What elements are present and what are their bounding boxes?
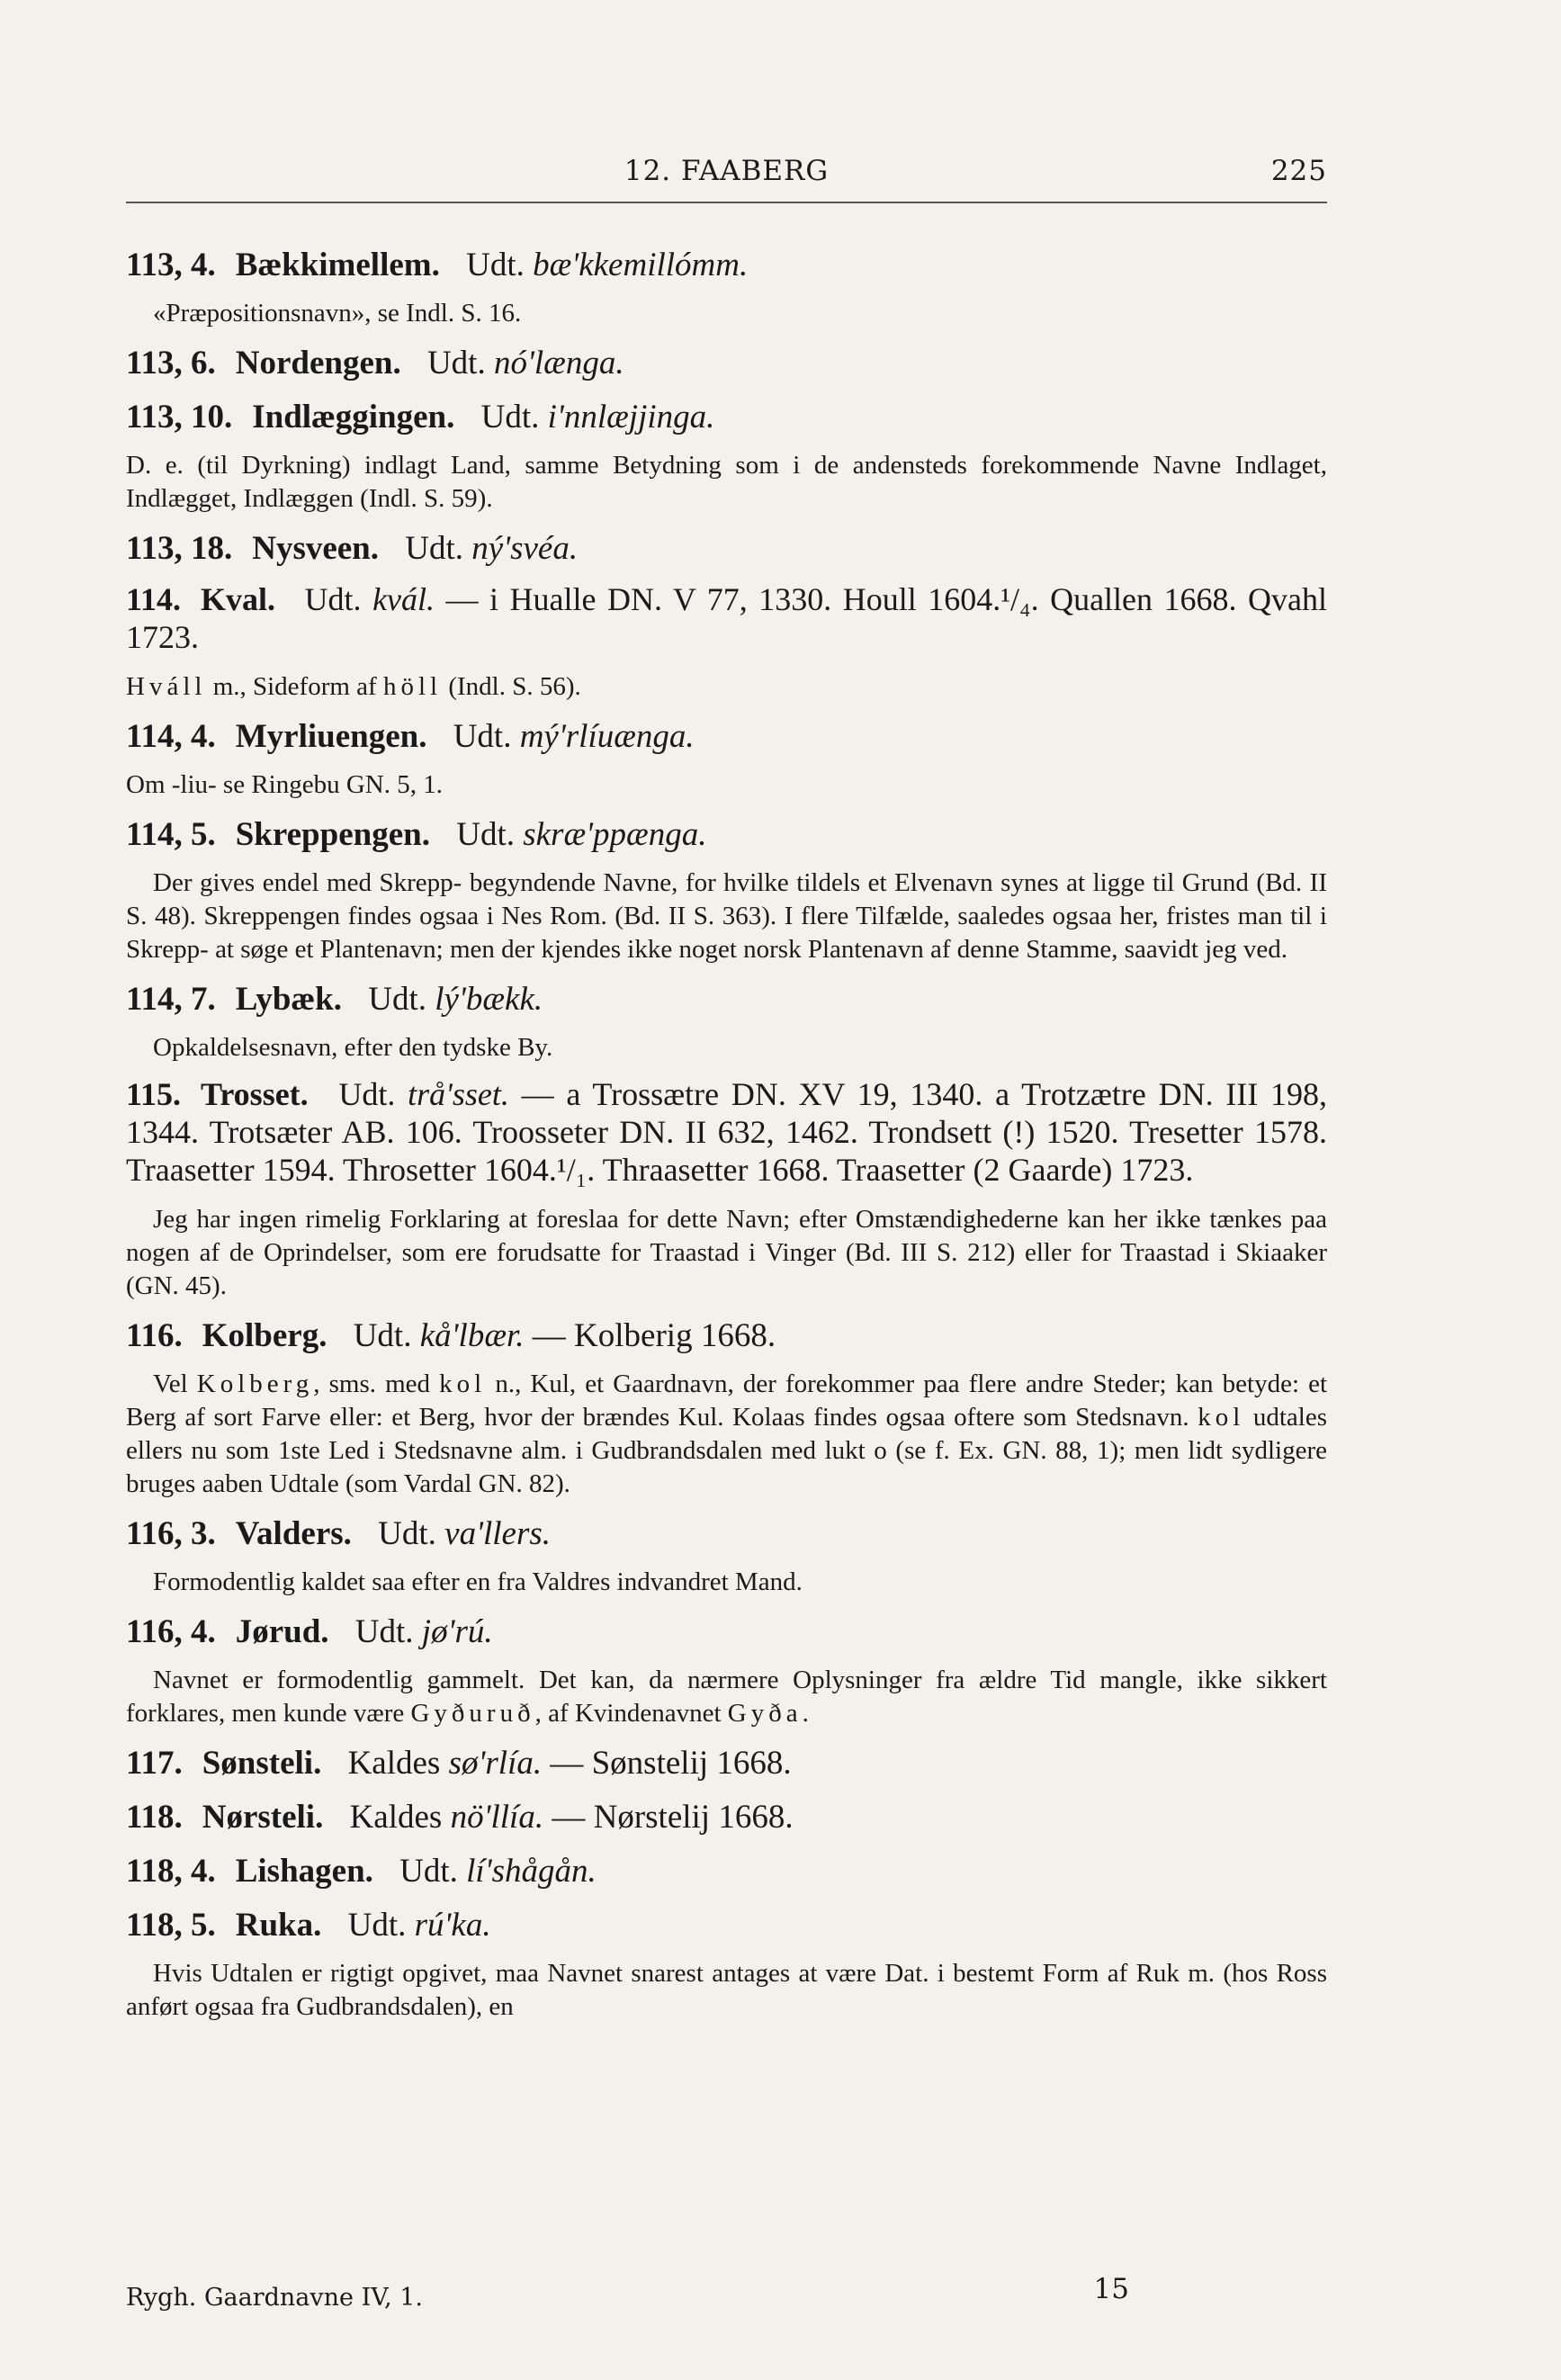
- entry-number: 117.: [126, 1745, 183, 1782]
- entry-114: [126, 580, 1327, 704]
- entry-113-4: [126, 243, 1327, 330]
- pronunciation: lý'bækk.: [435, 981, 543, 1018]
- entry-number: 118, 5.: [126, 1907, 216, 1944]
- udt-label: Udt.: [480, 399, 540, 436]
- udt-label: Udt.: [347, 1907, 407, 1944]
- pronunciation: kå'lbær.: [419, 1317, 525, 1354]
- chapter-title: 12. FAABERG: [624, 155, 830, 187]
- entry-head: [126, 1314, 1327, 1359]
- entry-number: 114, 4.: [126, 718, 216, 755]
- entry-number: 113, 4.: [126, 247, 216, 283]
- historical-forms: — Nørstelij 1668.: [552, 1799, 794, 1836]
- pronunciation: nö'llía.: [450, 1799, 544, 1836]
- pronunciation: i'nnlæjjinga.: [547, 399, 715, 436]
- entry-114-5: [126, 813, 1327, 966]
- entry-number: 114, 5.: [126, 816, 216, 853]
- entry-number: 118.: [126, 1799, 183, 1836]
- entry-number: 114.: [126, 581, 182, 617]
- header-rule: [126, 202, 1327, 203]
- entry-number: 114, 7.: [126, 981, 216, 1018]
- udt-label: Udt.: [354, 1613, 414, 1650]
- udt-label: Udt.: [456, 816, 515, 853]
- entry-note: Opkaldelsesnavn, efter den tydske By.: [153, 1033, 553, 1062]
- entry-name: Nordengen.: [235, 345, 401, 382]
- entry-note: [126, 1368, 1327, 1501]
- udt-label: Udt.: [453, 718, 512, 755]
- entry-note: Formodentlig kaldet saa efter en fra Valdres indvandret Mand.: [153, 1567, 803, 1596]
- entry-name: Bækkimellem.: [235, 247, 440, 283]
- pronunciation: ný'svéa.: [471, 530, 579, 567]
- entry-head: [126, 1075, 1327, 1189]
- entry-number: 116, 4.: [126, 1613, 216, 1650]
- note-text: Navnet er formodentlig gammelt. Det kan, da nærmere Oplysninger fra ældre Tid mangle, ikke sikkert forklares, men kunde være: [126, 1666, 1327, 1728]
- udt-label: Udt.: [353, 1317, 412, 1354]
- entry-number: 113, 18.: [126, 530, 233, 567]
- spaced-word: kol: [1198, 1403, 1245, 1432]
- entry-118-4: [126, 1849, 1327, 1894]
- entry-note: [126, 1664, 1327, 1730]
- pronunciation: jø'rú.: [421, 1613, 493, 1650]
- spaced-word: Kolberg: [196, 1370, 314, 1398]
- entry-name: Kval.: [201, 581, 276, 617]
- entry-113-10: [126, 395, 1327, 516]
- entry-head: [126, 526, 1327, 571]
- entry-name: Indlæggingen.: [252, 399, 455, 436]
- historical-forms: — a Trossætre DN. XV 19, 1340. a Trotzætre DN. III 198, 1344. Trotsæter AB. 106. Troosseter DN. II 632, 1462. Trondsett (!) 1520. Tresetter 1578. Traasetter 1594. Throsetter 1604.¹/₁. Thraasetter 1668. Traasetter (2 Gaarde) 1723.: [126, 1076, 1327, 1188]
- entry-118-5: [126, 1903, 1327, 2024]
- entry-name: Nørsteli.: [202, 1799, 324, 1836]
- entry-name: Kolberg.: [202, 1317, 327, 1354]
- entry-name: Lishagen.: [235, 1853, 373, 1890]
- footer-source: Rygh. Gaardnavne IV, 1.: [126, 2284, 423, 2312]
- entry-head: [126, 1610, 1327, 1655]
- entry-head: [126, 977, 1327, 1022]
- entry-head: [126, 1512, 1327, 1557]
- historical-forms: — Sønstelij 1668.: [550, 1745, 792, 1782]
- entry-note: [126, 670, 1327, 704]
- udt-label: Udt.: [399, 1853, 458, 1890]
- entry-114-7: [126, 977, 1327, 1064]
- entry-head: [126, 813, 1327, 858]
- entry-number: 113, 6.: [126, 345, 216, 382]
- entry-116: [126, 1314, 1327, 1501]
- signature-mark: 15: [1093, 2273, 1129, 2305]
- pronunciation: kvál.: [372, 581, 435, 617]
- udt-label: Udt.: [304, 581, 362, 617]
- entry-118: [126, 1795, 1327, 1840]
- entry-note: D. e. (til Dyrkning) indlagt Land, samme Betydning som i de andensteds forekommende Navne Indlaget, Indlægget, Indlæggen (Indl. S. 59).: [126, 451, 1327, 513]
- entry-116-3: [126, 1512, 1327, 1599]
- pronunciation: nó'længa.: [493, 345, 624, 382]
- spaced-word: Hváll: [126, 672, 207, 701]
- page-number: 225: [1270, 155, 1327, 187]
- pronunciation: bæ'kkemillómm.: [533, 247, 749, 283]
- note-text: n., Kul, et Gaardnavn, der forekommer paa flere andre Steder; kan betyde: et Berg af sort Farve eller: et Berg, hvor der brændes Kul. Kolaas findes ogsaa oftere som Stedsnavn.: [126, 1370, 1328, 1432]
- entry-name: Jørud.: [235, 1613, 329, 1650]
- entry-115: [126, 1075, 1327, 1303]
- page-body: [126, 243, 1327, 2034]
- entry-113-6: [126, 341, 1327, 386]
- entry-name: Trosset.: [201, 1076, 309, 1112]
- pronunciation: trå'sset.: [408, 1076, 509, 1112]
- entry-number: 116.: [126, 1317, 183, 1354]
- spaced-word: Gyða: [727, 1699, 803, 1728]
- pronunciation: mý'rlíuænga.: [519, 718, 695, 755]
- pronunciation: sø'rlía.: [448, 1745, 543, 1782]
- entry-114-4: [126, 714, 1327, 802]
- udt-label: Kaldes: [349, 1799, 443, 1836]
- entry-name: Sønsteli.: [202, 1745, 322, 1782]
- entry-note: Der gives endel med Skrepp- begyndende Navne, for hvilke tildels et Elvenavn synes at ligge til Grund (Bd. II S. 48). Skreppengen findes ogsaa i Nes Rom. (Bd. II S. 363). I flere Tilfælde, saaledes ogsaa her, fristes man til i Skrepp- at søge et Plantenavn; men der kjendes ikke noget norsk Plantenavn af denne Stamme, saavidt jeg ved.: [126, 868, 1327, 964]
- udt-label: Udt.: [378, 1515, 436, 1552]
- entry-head: [126, 1795, 1327, 1840]
- entry-head: [126, 1741, 1327, 1786]
- pronunciation: rú'ka.: [414, 1907, 491, 1944]
- entry-name: Valders.: [235, 1515, 352, 1552]
- entry-number: 113, 10.: [126, 399, 233, 436]
- entry-head: [126, 243, 1327, 288]
- pronunciation: va'llers.: [444, 1515, 552, 1552]
- entry-head: [126, 580, 1327, 656]
- entry-note: Hvis Udtalen er rigtigt opgivet, maa Navnet snarest antages at være Dat. i bestemt Form af Ruk m. (hos Ross anført ogsaa fra Gudbrandsdalen), en: [126, 1959, 1327, 2021]
- entry-117: [126, 1741, 1327, 1786]
- entry-name: Nysveen.: [252, 530, 380, 567]
- spaced-word: kol: [439, 1370, 487, 1398]
- entry-number: 116, 3.: [126, 1515, 216, 1552]
- entry-113-18: [126, 526, 1327, 571]
- entry-name: Skreppengen.: [235, 816, 430, 853]
- entry-head: [126, 341, 1327, 386]
- historical-forms: — i Hualle DN. V 77, 1330. Houll 1604.¹/₄. Quallen 1668. Qvahl 1723.: [126, 581, 1328, 655]
- note-text: .: [802, 1699, 809, 1728]
- pronunciation: skræ'ppænga.: [523, 816, 707, 853]
- pronunciation: lí'shågån.: [466, 1853, 597, 1890]
- historical-forms: — Kolberig 1668.: [532, 1317, 776, 1354]
- entry-name: Myrliuengen.: [235, 718, 427, 755]
- note-text: udtales ellers nu som 1ste Led i Stedsnavne alm. i Gudbrandsdalen med lukt o (se f. Ex. GN. 88, 1); men lidt sydligere bruges aaben Udtale (som Vardal GN. 82).: [126, 1403, 1327, 1498]
- entry-note: Om -liu- se Ringebu GN. 5, 1.: [126, 770, 443, 799]
- entry-head: [126, 714, 1327, 759]
- udt-label: Udt.: [466, 247, 525, 283]
- entry-note: Jeg har ingen rimelig Forklaring at foreslaa for dette Navn; efter Omstændighederne kan her ikke tænkes paa nogen af de Oprindelser, som ere forudsatte for Traastad i Vinger (Bd. III S. 212) eller for Traastad i Skiaaker (GN. 45).: [126, 1205, 1327, 1300]
- udt-label: Udt.: [368, 981, 426, 1018]
- spaced-word: höll: [382, 672, 443, 701]
- entry-116-4: [126, 1610, 1327, 1730]
- udt-label: Udt.: [405, 530, 464, 567]
- running-head: [126, 155, 1327, 194]
- entry-head: [126, 1903, 1327, 1948]
- entry-number: 118, 4.: [126, 1853, 216, 1890]
- entry-head: [126, 1849, 1327, 1894]
- entry-note: «Præpositionsnavn», se Indl. S. 16.: [153, 299, 522, 328]
- entry-head: [126, 395, 1327, 440]
- note-text: (Indl. S. 56).: [448, 672, 581, 701]
- note-text: , af Kvindenavnet: [534, 1699, 722, 1728]
- spaced-word: Gyðuruð: [410, 1699, 535, 1728]
- note-text: m., Sideform af: [212, 672, 377, 701]
- udt-label: Udt.: [426, 345, 486, 382]
- note-text: , sms. med: [313, 1370, 431, 1398]
- entry-number: 115.: [126, 1076, 182, 1112]
- udt-label: Udt.: [338, 1076, 396, 1112]
- udt-label: Kaldes: [347, 1745, 441, 1782]
- entry-name: Ruka.: [235, 1907, 322, 1944]
- entry-name: Lybæk.: [235, 981, 342, 1018]
- note-text: Vel: [153, 1370, 188, 1398]
